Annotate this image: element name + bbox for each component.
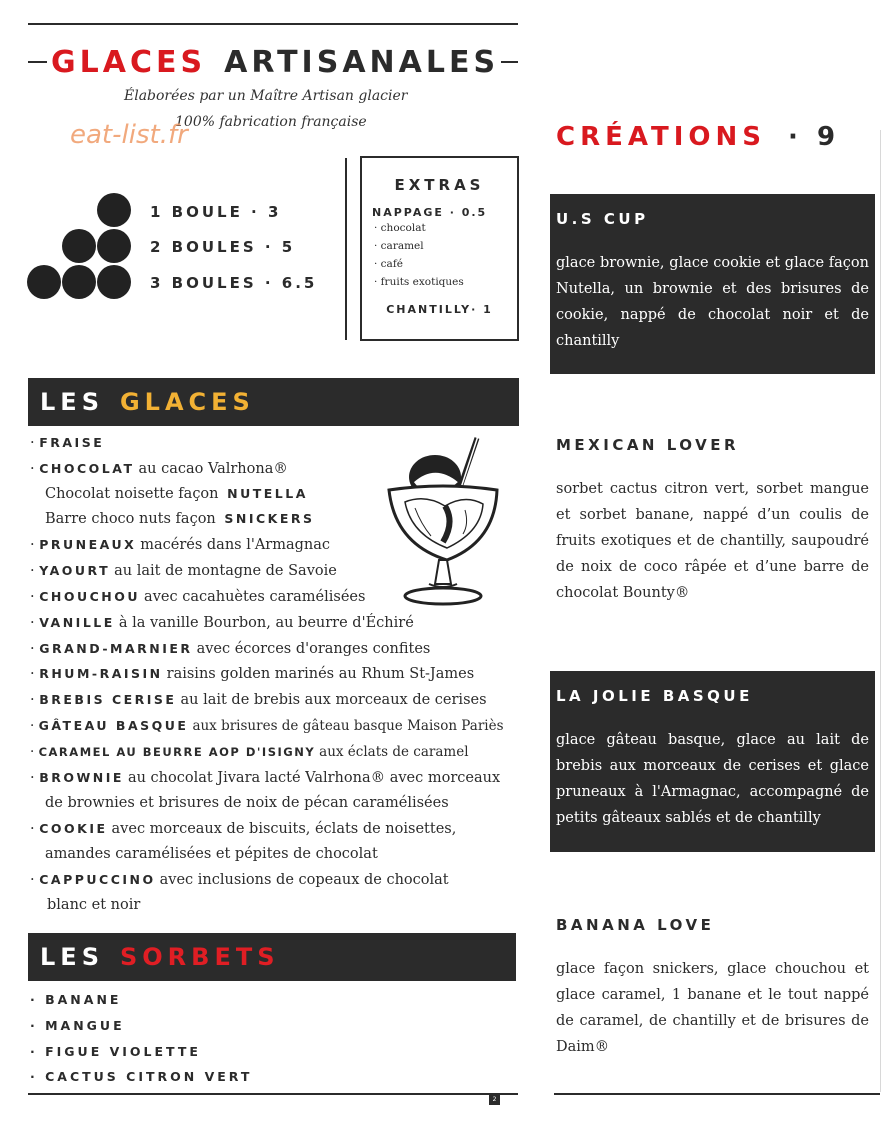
creation-mexican-lover [550,420,875,620]
glace-desc: macérés dans l'Armagnac [140,537,331,553]
glace-item: · CAPPUCCINO avec inclusions de copeaux de chocolat [30,872,449,888]
glace-name: RHUM-RAISIN [39,666,163,681]
sorbets-band-white: LES [40,943,104,971]
extras-item: · caramel [374,240,424,252]
glace-continuation: amandes caramélisées et pépites de chocolat [45,846,378,862]
glace-name: CARAMEL AU BEURRE AOP D'ISIGNY [38,745,316,759]
glace-name: GRAND-MARNIER [39,641,193,656]
glace-desc: avec cacahuètes caramélisées [144,589,366,605]
glace-desc: Chocolat noisette façon [45,486,219,502]
glace-desc: au cacao Valrhona® [138,461,288,477]
glace-desc: Barre choco nuts façon [45,511,216,527]
price-3-boules: 3 BOULES · 6.5 [150,274,318,292]
creation-desc: glace façon snickers, glace chouchou et glace caramel, 1 banane et le tout nappé de caramel, de chantilly et de brisures de Daim® [556,961,869,1055]
glace-continuation: de brownies et brisures de noix de pécan caramélisées [45,795,449,811]
sorbets-band [28,933,516,981]
creations-title-red: CRÉATIONS [556,122,766,152]
glace-continuation: blanc et noir [47,897,141,913]
creation-name: MEXICAN LOVER [556,436,739,454]
creation-us-cup [550,194,875,374]
scoop-dot [27,265,61,299]
right-column-border [880,130,881,1092]
glace-name: CAPPUCCINO [39,872,156,887]
glace-name: CHOCOLAT [39,461,135,476]
creation-name: U.S CUP [556,210,649,228]
page-number: 2 [489,1094,500,1105]
creation-banana-love [550,900,875,1080]
scoop-dot [97,229,131,263]
glace-desc: au lait de montagne de Savoie [114,563,337,579]
top-rule-left [28,23,518,25]
sorbet-item: · BANANE [30,992,122,1007]
glace-name: NUTELLA [227,486,308,501]
glace-name: SNICKERS [224,511,315,526]
title-red: GLACES [51,44,207,80]
glace-desc: aux éclats de caramel [319,744,469,760]
creation-la-jolie-basque [550,671,875,852]
sorbet-item: · FIGUE VIOLETTE [30,1044,201,1059]
sorbet-item: · CACTUS CITRON VERT [30,1069,253,1084]
title-dash-left [28,61,47,63]
bottom-rule-left [28,1093,518,1095]
glace-name: VANILLE [39,615,115,630]
creations-title [556,122,840,152]
glace-item: · CHOCOLAT au cacao Valrhona® [30,461,288,477]
watermark: eat-list.fr [70,120,188,150]
glace-name: PRUNEAUX [39,537,137,552]
glace-name: BREBIS CERISE [39,692,177,707]
extras-item: · café [374,258,403,270]
title-dash-right [501,61,518,63]
glace-item: · GRAND-MARNIER avec écorces d'oranges confites [30,641,431,657]
glace-desc: aux brisures de gâteau basque Maison Pariès [192,718,504,734]
scoop-dot [97,265,131,299]
price-1-boule: 1 BOULE · 3 [150,203,282,221]
vertical-divider [345,158,347,340]
glace-desc: au chocolat Jivara lacté Valrhona® avec morceaux [127,770,501,786]
glace-item: · BROWNIE au chocolat Jivara lacté Valrhona® avec morceaux [30,770,501,786]
glace-desc: avec inclusions de copeaux de chocolat [159,872,449,888]
extras-heading: EXTRAS [394,176,485,194]
price-2-boules: 2 BOULES · 5 [150,238,296,256]
glace-item: · GÂTEAU BASQUE aux brisures de gâteau basque Maison Pariès [30,718,504,734]
glace-desc: au lait de brebis aux morceaux de cerises [180,692,487,708]
glace-item: · PRUNEAUX macérés dans l'Armagnac [30,537,331,553]
scoop-dot [62,265,96,299]
glace-desc: à la vanille Bourbon, au beurre d'Échiré [118,615,414,631]
glace-desc: raisins golden marinés au Rhum St-James [166,666,475,682]
glace-item: · RHUM-RAISIN raisins golden marinés au Rhum St-James [30,666,475,682]
glace-name: YAOURT [39,563,111,578]
creation-desc: glace brownie, glace cookie et glace façon Nutella, un brownie et des brisures de cookie, nappé de chocolat noir et de chantilly [556,255,869,349]
creation-desc: glace gâteau basque, glace au lait de brebis aux morceaux de cerises et glace pruneaux à l'Armagnac, accompagné de petits gâteaux sablés et de chantilly [556,732,869,826]
sorbet-item: · MANGUE [30,1018,125,1033]
glace-desc: avec écorces d'oranges confites [196,641,431,657]
extras-box [360,156,519,341]
title-dark: ARTISANALES [224,44,500,80]
creation-name: LA JOLIE BASQUE [556,687,753,705]
glace-item: · VANILLE à la vanille Bourbon, au beurre d'Échiré [30,615,414,631]
bottom-rule-right [554,1093,880,1095]
creations-title-price: · 9 [788,122,841,152]
glaces-band-color: GLACES [119,388,255,416]
subtitle-fabrication: 100% fabrication française [175,114,367,130]
glace-item: · FRAISE [30,435,105,451]
page-title [28,42,518,82]
glace-name: COOKIE [39,821,108,836]
subtitle-artisan: Élaborées par un Maître Artisan glacier [124,88,408,104]
creation-name: BANANA LOVE [556,916,715,934]
glace-item: · BREBIS CERISE au lait de brebis aux morceaux de cerises [30,692,487,708]
glace-continuation [45,506,315,532]
extras-nappage: NAPPAGE · 0.5 [372,206,488,219]
sorbets-band-color: SORBETS [119,943,280,971]
glace-name: CHOUCHOU [39,589,141,604]
extras-item: · fruits exotiques [374,276,464,288]
glace-name: BROWNIE [39,770,124,785]
glaces-band [28,378,519,426]
glace-desc: avec morceaux de biscuits, éclats de noisettes, [111,821,457,837]
glace-item: · YAOURT au lait de montagne de Savoie [30,563,337,579]
creation-desc: sorbet cactus citron vert, sorbet mangue et sorbet banane, nappé d’un coulis de fruits exotiques et de chantilly, saupoudré de noix de coco râpée et d’une barre de chocolat Bounty® [556,481,869,601]
glace-item: · CHOUCHOU avec cacahuètes caramélisées [30,589,366,605]
scoop-dot [62,229,96,263]
glace-item: · COOKIE avec morceaux de biscuits, éclats de noisettes, [30,821,457,837]
scoop-dot [97,193,131,227]
glace-name: FRAISE [39,435,105,450]
glaces-band-white: LES [40,388,104,416]
glace-name: GÂTEAU BASQUE [38,718,189,733]
glace-item: · CARAMEL AU BEURRE AOP D'ISIGNY aux éclats de caramel [30,744,469,760]
extras-item: · chocolat [374,222,426,234]
extras-chantilly: CHANTILLY· 1 [386,303,493,316]
glace-continuation [45,481,308,507]
